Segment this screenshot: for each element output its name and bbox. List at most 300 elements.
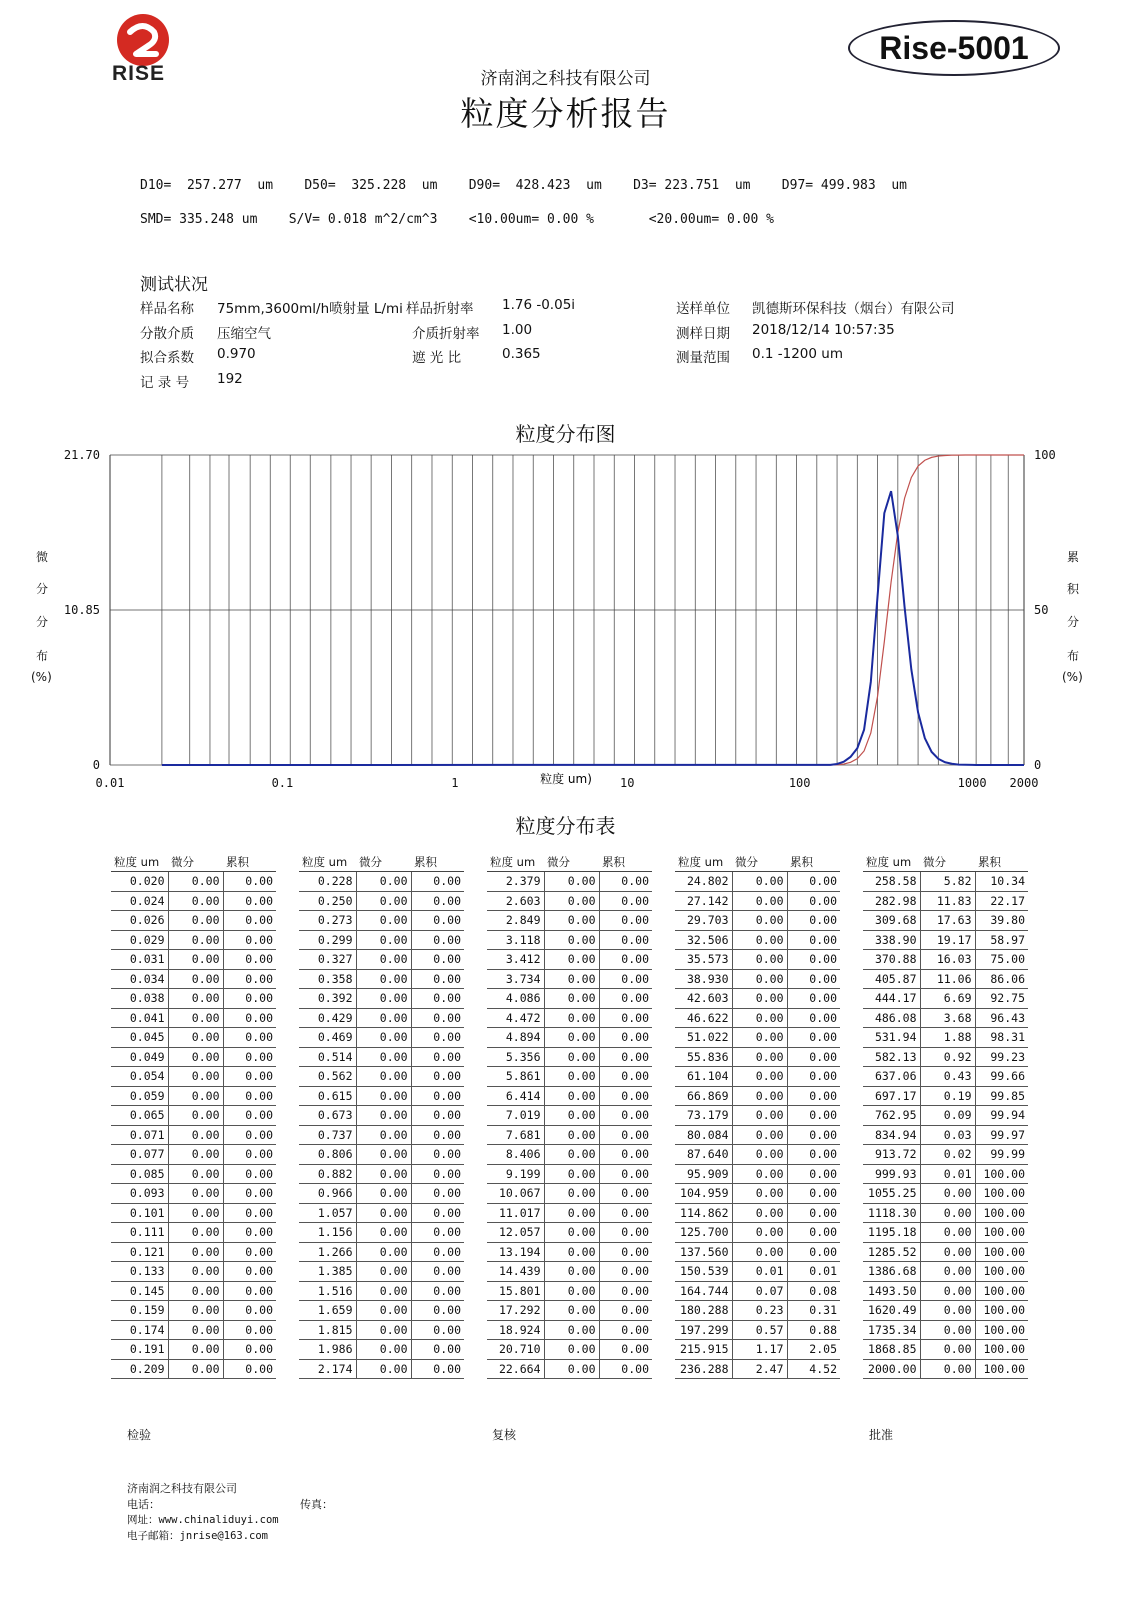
table-cell: 1.516 [299, 1281, 356, 1301]
table-cell: 0.00 [544, 1203, 599, 1223]
table-cell: 834.94 [863, 1125, 920, 1145]
table-cell: 1.659 [299, 1301, 356, 1321]
table-cell: 0.00 [356, 1340, 411, 1360]
table-cell: 0.00 [168, 891, 223, 911]
table-cell: 100.00 [975, 1320, 1028, 1340]
table-cell: 0.00 [787, 1067, 840, 1087]
table-cell: 0.00 [787, 1047, 840, 1067]
table-cell: 1493.50 [863, 1281, 920, 1301]
table-cell: 0.00 [599, 1028, 652, 1048]
table-row [863, 1008, 1028, 1028]
table-cell: 180.288 [675, 1301, 732, 1321]
table-cell: 0.43 [920, 1067, 975, 1087]
table-row [863, 1301, 1028, 1321]
left-axis-label-2: 分 [36, 582, 49, 596]
table-cell: 0.00 [732, 1086, 787, 1106]
table-cell: 0.00 [223, 1145, 276, 1165]
table-cell: 46.622 [675, 1008, 732, 1028]
table-cell: 0.00 [168, 872, 223, 892]
table-cell: 999.93 [863, 1164, 920, 1184]
table-row [111, 1242, 276, 1262]
table-cell: 2.849 [487, 911, 544, 931]
table-row [487, 989, 652, 1009]
table-header-cell: 粒度 um [675, 853, 732, 872]
table-cell: 1055.25 [863, 1184, 920, 1204]
table-row [111, 1086, 276, 1106]
table-cell: 2.05 [787, 1340, 840, 1360]
table-cell: 0.00 [356, 1281, 411, 1301]
table-cell: 913.72 [863, 1145, 920, 1165]
table-cell: 0.00 [920, 1184, 975, 1204]
table-cell: 0.00 [920, 1223, 975, 1243]
table-row [299, 1242, 464, 1262]
table-cell: 0.00 [599, 1340, 652, 1360]
table-cell: 0.228 [299, 872, 356, 892]
table-cell: 9.199 [487, 1164, 544, 1184]
table-row [675, 1223, 840, 1243]
table-cell: 0.00 [599, 1164, 652, 1184]
table-cell: 0.737 [299, 1125, 356, 1145]
table-row [111, 1164, 276, 1184]
table-cell: 0.00 [787, 1125, 840, 1145]
chart-title: 粒度分布图 [515, 422, 616, 446]
table-row [863, 1164, 1028, 1184]
logo-text: RISE [112, 62, 166, 85]
table-cell: 0.00 [544, 1359, 599, 1379]
table-cell: 0.085 [111, 1164, 168, 1184]
differential-series-line [162, 491, 1024, 765]
left-axis-label-3: 分 [36, 615, 49, 629]
table-cell: 0.00 [223, 1164, 276, 1184]
table-cell: 100.00 [975, 1184, 1028, 1204]
table-cell: 0.00 [544, 1106, 599, 1126]
table-row [111, 950, 276, 970]
table-cell: 0.00 [411, 989, 464, 1009]
table-header-cell: 微分 [544, 853, 599, 872]
table-cell: 2000.00 [863, 1359, 920, 1379]
left-tick-label: 21.70 [63, 448, 100, 462]
table-cell: 0.00 [411, 1008, 464, 1028]
table-row [487, 891, 652, 911]
table-cell: 4.472 [487, 1008, 544, 1028]
table-cell: 0.00 [599, 1086, 652, 1106]
table-row [299, 1359, 464, 1379]
table-cell: 0.00 [920, 1242, 975, 1262]
table-cell: 0.174 [111, 1320, 168, 1340]
table-cell: 0.00 [168, 930, 223, 950]
table-row [863, 989, 1028, 1009]
table-cell: 22.664 [487, 1359, 544, 1379]
table-row [111, 969, 276, 989]
table-cell: 0.00 [356, 989, 411, 1009]
table-cell: 0.00 [168, 1145, 223, 1165]
table-row [863, 911, 1028, 931]
table-row [111, 911, 276, 931]
table-row [111, 1203, 276, 1223]
table-cell: 137.560 [675, 1242, 732, 1262]
table-cell: 0.00 [356, 1067, 411, 1087]
table-cell: 0.00 [787, 1164, 840, 1184]
table-row [863, 1359, 1028, 1379]
table-cell: 0.00 [223, 1008, 276, 1028]
table-cell: 486.08 [863, 1008, 920, 1028]
sample-name-value: 75mm,3600ml/h喷射量 L/mi [217, 301, 403, 317]
table-cell: 6.414 [487, 1086, 544, 1106]
table-cell: 99.97 [975, 1125, 1028, 1145]
review-label: 复核 [492, 1428, 517, 1442]
table-cell: 0.00 [223, 911, 276, 931]
table-row [487, 1125, 652, 1145]
stats-row-1: D10= 257.277 um D50= 325.228 um D90= 428.423 um D3= 223.751 um D97= 499.983 um [140, 178, 908, 193]
table-row [487, 1028, 652, 1048]
table-cell: 0.00 [732, 1223, 787, 1243]
obscuration-label: 遮 光 比 [412, 350, 462, 366]
table-row [299, 1340, 464, 1360]
table-cell: 338.90 [863, 930, 920, 950]
table-cell: 0.00 [599, 1047, 652, 1067]
table-cell: 0.327 [299, 950, 356, 970]
table-cell: 0.00 [356, 1203, 411, 1223]
x-tick-label: 100 [788, 776, 811, 790]
table-cell: 0.00 [356, 1184, 411, 1204]
table-cell: 0.133 [111, 1262, 168, 1282]
table-cell: 0.882 [299, 1164, 356, 1184]
table-cell: 0.00 [732, 989, 787, 1009]
table-cell: 1868.85 [863, 1340, 920, 1360]
table-cell: 0.01 [787, 1262, 840, 1282]
table-cell: 1620.49 [863, 1301, 920, 1321]
table-cell: 0.00 [356, 911, 411, 931]
table-cell: 0.00 [223, 1086, 276, 1106]
table-cell: 20.710 [487, 1340, 544, 1360]
table-row [863, 969, 1028, 989]
table-row [111, 1301, 276, 1321]
table-cell: 99.85 [975, 1086, 1028, 1106]
record-label: 记 录 号 [140, 375, 190, 391]
table-cell: 0.00 [732, 911, 787, 931]
x-axis-label: 粒度 um) [540, 772, 592, 786]
table-cell: 75.00 [975, 950, 1028, 970]
table-cell: 0.034 [111, 969, 168, 989]
table-cell: 3.734 [487, 969, 544, 989]
table-cell: 0.00 [599, 1223, 652, 1243]
table-header-cell: 累积 [787, 853, 840, 872]
table-cell: 0.358 [299, 969, 356, 989]
table-row [863, 1125, 1028, 1145]
table-cell: 0.00 [599, 1359, 652, 1379]
table-cell: 5.861 [487, 1067, 544, 1087]
table-row [111, 1106, 276, 1126]
table-cell: 0.00 [356, 1164, 411, 1184]
distribution-table-block [487, 853, 652, 1379]
approve-label: 批准 [869, 1428, 894, 1442]
table-cell: 0.00 [223, 1281, 276, 1301]
table-cell: 0.00 [920, 1262, 975, 1282]
table-cell: 0.00 [411, 1301, 464, 1321]
table-cell: 0.615 [299, 1086, 356, 1106]
table-cell: 0.00 [599, 1262, 652, 1282]
table-cell: 100.00 [975, 1164, 1028, 1184]
table-cell: 17.292 [487, 1301, 544, 1321]
table-cell: 0.00 [544, 891, 599, 911]
table-cell: 637.06 [863, 1067, 920, 1087]
right-tick-label: 100 [1034, 448, 1056, 462]
table-cell: 0.00 [223, 1184, 276, 1204]
table-cell: 0.00 [356, 969, 411, 989]
table-cell: 1.17 [732, 1340, 787, 1360]
table-cell: 0.00 [411, 969, 464, 989]
table-header-cell: 粒度 um [111, 853, 168, 872]
x-tick-label: 1000 [957, 776, 987, 790]
table-cell: 0.00 [411, 930, 464, 950]
table-cell: 14.439 [487, 1262, 544, 1282]
sample-ri-value: 1.76 -0.05i [502, 297, 576, 313]
table-row [487, 1359, 652, 1379]
footer-phone: 电话： [127, 1498, 160, 1511]
table-cell: 0.00 [168, 1086, 223, 1106]
table-cell: 87.640 [675, 1145, 732, 1165]
table-row [487, 1242, 652, 1262]
left-axis-label-4: 布 [36, 649, 49, 663]
table-row [299, 1320, 464, 1340]
table-cell: 0.00 [544, 872, 599, 892]
table-cell: 258.58 [863, 872, 920, 892]
table-cell: 0.00 [732, 1028, 787, 1048]
table-row [299, 891, 464, 911]
table-row [863, 1028, 1028, 1048]
table-cell: 0.00 [732, 1047, 787, 1067]
table-cell: 0.00 [411, 1242, 464, 1262]
table-cell: 0.429 [299, 1008, 356, 1028]
table-cell: 0.806 [299, 1145, 356, 1165]
table-row [487, 969, 652, 989]
table-row [299, 1067, 464, 1087]
medium-ri-value: 1.00 [502, 322, 533, 338]
table-row [487, 872, 652, 892]
table-cell: 0.020 [111, 872, 168, 892]
table-cell: 0.00 [223, 1340, 276, 1360]
table-cell: 0.077 [111, 1145, 168, 1165]
table-row [111, 1223, 276, 1243]
table-cell: 35.573 [675, 950, 732, 970]
table-row [487, 1203, 652, 1223]
table-cell: 6.69 [920, 989, 975, 1009]
table-header-cell: 累积 [975, 853, 1028, 872]
distribution-table-block [675, 853, 840, 1379]
distribution-table-block [299, 853, 464, 1379]
table-cell: 125.700 [675, 1223, 732, 1243]
table-cell: 0.00 [920, 1340, 975, 1360]
table-cell: 0.093 [111, 1184, 168, 1204]
table-cell: 0.392 [299, 989, 356, 1009]
table-cell: 0.00 [411, 1145, 464, 1165]
table-cell: 0.191 [111, 1340, 168, 1360]
table-row [299, 1008, 464, 1028]
table-cell: 215.915 [675, 1340, 732, 1360]
table-cell: 99.99 [975, 1145, 1028, 1165]
table-row [675, 1086, 840, 1106]
table-row [863, 1340, 1028, 1360]
table-cell: 3.68 [920, 1008, 975, 1028]
table-cell: 99.23 [975, 1047, 1028, 1067]
table-cell: 0.145 [111, 1281, 168, 1301]
table-cell: 0.00 [168, 1301, 223, 1321]
table-row [487, 1145, 652, 1165]
table-cell: 0.00 [599, 1301, 652, 1321]
table-cell: 0.00 [168, 1340, 223, 1360]
table-cell: 0.00 [356, 1028, 411, 1048]
table-cell: 0.00 [223, 950, 276, 970]
table-row [299, 1145, 464, 1165]
sender-label: 送样单位 [676, 301, 730, 317]
table-row [863, 1067, 1028, 1087]
table-cell: 96.43 [975, 1008, 1028, 1028]
table-row [111, 1047, 276, 1067]
table-cell: 0.57 [732, 1320, 787, 1340]
table-row [111, 1145, 276, 1165]
table-cell: 0.00 [544, 1067, 599, 1087]
table-cell: 282.98 [863, 891, 920, 911]
table-cell: 11.83 [920, 891, 975, 911]
table-row [675, 1028, 840, 1048]
table-cell: 0.00 [356, 1125, 411, 1145]
table-cell: 0.00 [168, 1164, 223, 1184]
table-cell: 95.909 [675, 1164, 732, 1184]
table-cell: 0.00 [787, 969, 840, 989]
footer-company: 济南润之科技有限公司 [127, 1482, 237, 1495]
table-row [675, 1067, 840, 1087]
left-tick-label: 0 [92, 758, 100, 772]
table-cell: 0.00 [787, 950, 840, 970]
table-cell: 58.97 [975, 930, 1028, 950]
right-axis-label-1: 累 [1067, 550, 1080, 564]
table-cell: 92.75 [975, 989, 1028, 1009]
table-row [487, 911, 652, 931]
table-header-cell: 累积 [223, 853, 276, 872]
table-cell: 0.00 [599, 1145, 652, 1165]
table-row [675, 1301, 840, 1321]
table-cell: 3.118 [487, 930, 544, 950]
table-cell: 100.00 [975, 1359, 1028, 1379]
table-cell: 55.836 [675, 1047, 732, 1067]
table-cell: 150.539 [675, 1262, 732, 1282]
table-cell: 0.00 [411, 891, 464, 911]
table-title: 粒度分布表 [515, 814, 616, 838]
table-cell: 0.00 [168, 1067, 223, 1087]
right-tick-label: 50 [1034, 603, 1049, 617]
table-cell: 0.00 [732, 1067, 787, 1087]
table-cell: 0.88 [787, 1320, 840, 1340]
table-cell: 0.00 [599, 950, 652, 970]
table-row [487, 1301, 652, 1321]
table-cell: 0.00 [599, 969, 652, 989]
table-cell: 0.00 [732, 1125, 787, 1145]
left-axis-label-1: 微 [36, 550, 49, 564]
table-row [675, 891, 840, 911]
table-cell: 5.82 [920, 872, 975, 892]
table-cell: 0.31 [787, 1301, 840, 1321]
table-cell: 0.00 [732, 891, 787, 911]
table-row [299, 1262, 464, 1282]
table-cell: 0.00 [544, 1125, 599, 1145]
table-cell: 2.174 [299, 1359, 356, 1379]
table-cell: 1.156 [299, 1223, 356, 1243]
table-cell: 0.00 [599, 930, 652, 950]
table-row [487, 1067, 652, 1087]
table-cell: 0.00 [223, 872, 276, 892]
table-header-cell: 微分 [732, 853, 787, 872]
table-cell: 0.00 [732, 1203, 787, 1223]
table-row [299, 1301, 464, 1321]
table-cell: 0.00 [356, 1223, 411, 1243]
footer-email: 电子邮箱：jnrise@163.com [127, 1530, 269, 1542]
table-cell: 0.00 [732, 969, 787, 989]
table-cell: 0.00 [356, 1262, 411, 1282]
footer-website: 网址：www.chinaliduyi.com [127, 1514, 279, 1526]
left-tick-label: 10.85 [63, 603, 100, 617]
distribution-table-block [863, 853, 1028, 1379]
table-cell: 73.179 [675, 1106, 732, 1126]
fit-value: 0.970 [217, 346, 256, 362]
table-cell: 0.049 [111, 1047, 168, 1067]
table-header-cell: 粒度 um [863, 853, 920, 872]
table-cell: 0.00 [223, 1242, 276, 1262]
table-cell: 0.00 [356, 1359, 411, 1379]
right-axis-label-4: 布 [1067, 649, 1080, 663]
table-cell: 0.059 [111, 1086, 168, 1106]
table-cell: 0.209 [111, 1359, 168, 1379]
range-value: 0.1 -1200 um [752, 346, 843, 362]
right-axis-label-2: 积 [1067, 582, 1080, 596]
table-row [863, 891, 1028, 911]
table-cell: 0.00 [544, 950, 599, 970]
right-axis-label-5: (%) [1062, 670, 1083, 684]
table-cell: 0.00 [356, 950, 411, 970]
table-row [863, 872, 1028, 892]
table-cell: 0.00 [411, 1359, 464, 1379]
medium-ri-label: 介质折射率 [412, 326, 480, 342]
table-cell: 0.00 [223, 1047, 276, 1067]
table-cell: 0.00 [411, 911, 464, 931]
stats-row-2: SMD= 335.248 um S/V= 0.018 m^2/cm^3 <10.00um= 0.00 % <20.00um= 0.00 % [140, 212, 774, 227]
table-cell: 0.00 [223, 1262, 276, 1282]
table-row [111, 1320, 276, 1340]
table-cell: 405.87 [863, 969, 920, 989]
table-row [299, 1125, 464, 1145]
table-cell: 0.00 [920, 1203, 975, 1223]
table-cell: 370.88 [863, 950, 920, 970]
table-cell: 0.00 [168, 1125, 223, 1145]
table-cell: 13.194 [487, 1242, 544, 1262]
table-cell: 0.00 [411, 1164, 464, 1184]
table-cell: 1118.30 [863, 1203, 920, 1223]
table-cell: 0.00 [544, 1008, 599, 1028]
table-header-cell: 微分 [920, 853, 975, 872]
table-cell: 0.00 [356, 1242, 411, 1262]
table-row [863, 1086, 1028, 1106]
table-row [299, 989, 464, 1009]
table-row [111, 1125, 276, 1145]
obscuration-value: 0.365 [502, 346, 541, 362]
table-header-cell: 粒度 um [299, 853, 356, 872]
table-cell: 1195.18 [863, 1223, 920, 1243]
table-row [863, 1242, 1028, 1262]
table-cell: 0.00 [544, 1281, 599, 1301]
left-axis-label-5: (%) [31, 670, 52, 684]
table-cell: 0.00 [411, 1184, 464, 1204]
table-cell: 0.00 [223, 1203, 276, 1223]
table-cell: 236.288 [675, 1359, 732, 1379]
